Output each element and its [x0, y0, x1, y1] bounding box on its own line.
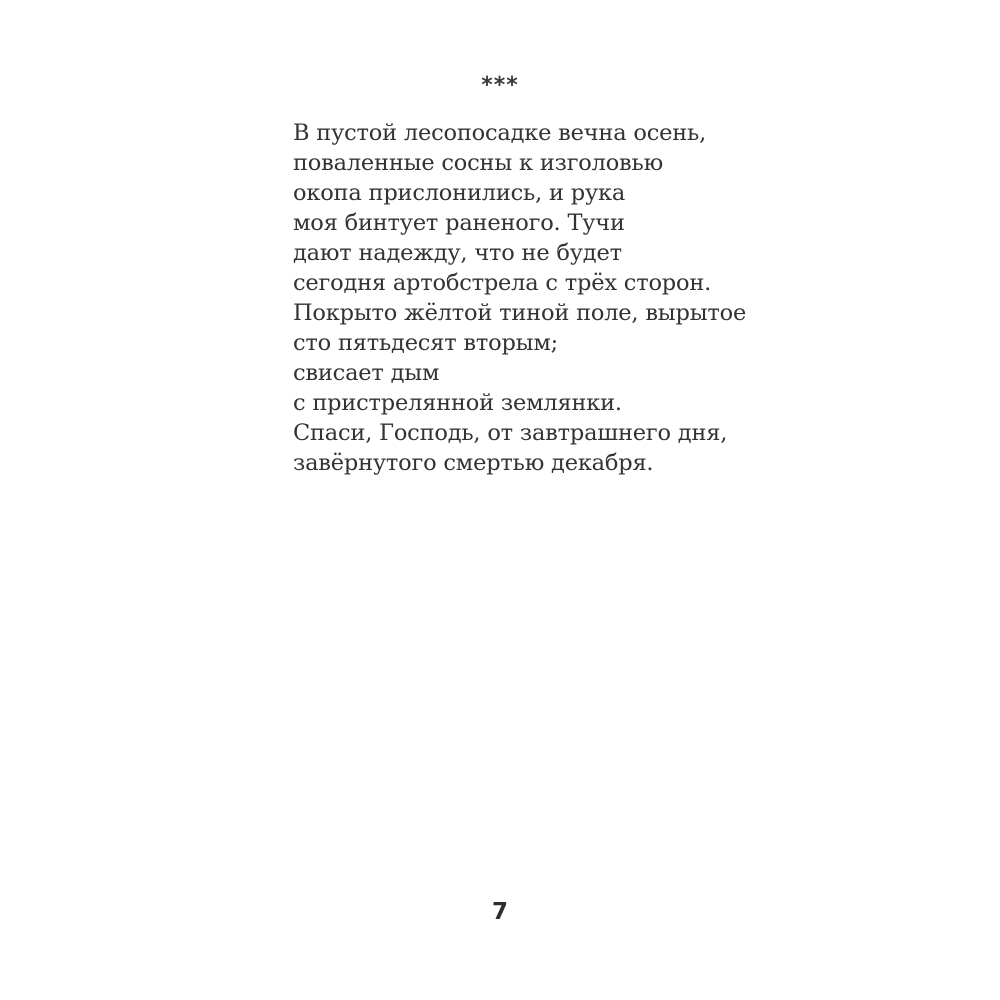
poem-body: [293, 118, 933, 478]
poem-line: поваленные сосны к изголовью: [293, 150, 663, 176]
poem-line: окопа прислонились, и рука: [293, 180, 626, 206]
poem-line: дают надежду, что не будет: [293, 240, 622, 266]
poem-line: свисает дым: [293, 360, 440, 386]
poem-heading: ***: [481, 73, 519, 98]
poem-line: Спаси, Господь, от завтрашнего дня,: [293, 420, 728, 446]
page-number: 7: [491, 899, 508, 925]
poem-line: В пустой лесопосадке вечна осень,: [293, 120, 707, 146]
poem-line: Покрыто жёлтой тиной поле, вырытое: [293, 300, 747, 326]
poem-line: сегодня артобстрела с трёх сторон.: [293, 270, 712, 296]
poem-line: моя бинтует раненого. Тучи: [293, 210, 625, 236]
poem-line: сто пятьдесят вторым;: [293, 330, 559, 356]
poem-line: с пристрелянной землянки.: [293, 390, 622, 416]
poem-line: завёрнутого смертью декабря.: [293, 450, 654, 476]
